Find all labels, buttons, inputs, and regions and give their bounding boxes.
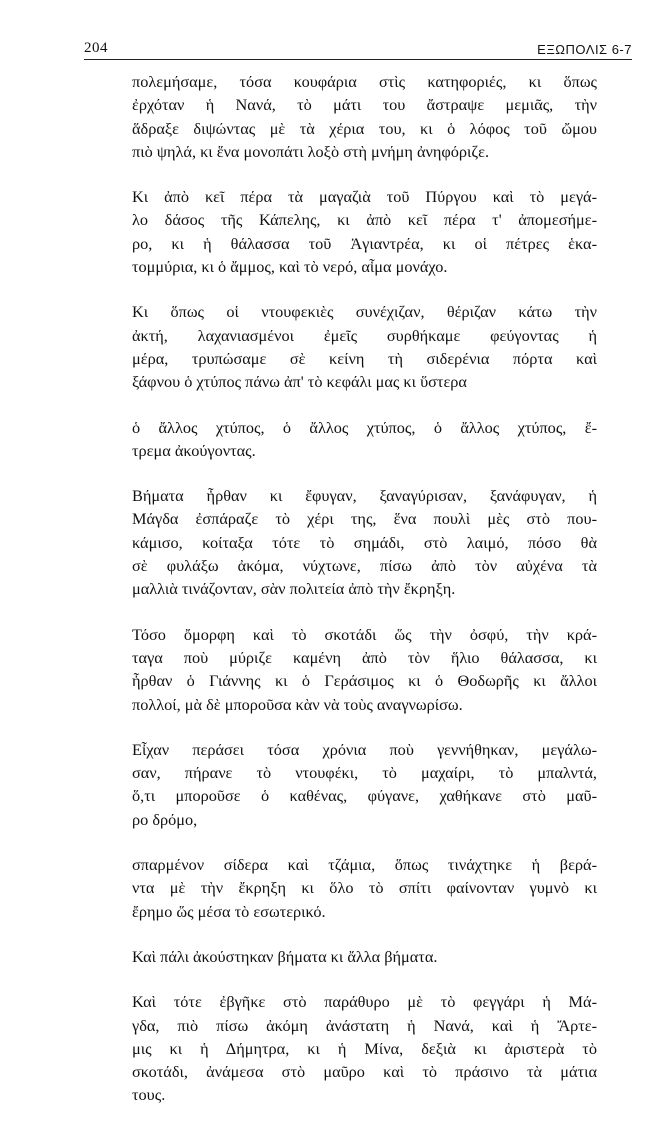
paragraph xyxy=(132,300,597,393)
text-line: σκοτάδι, ἀνάμεσα στὸ μαῦρο καὶ τὸ πράσινο τὰ μάτια xyxy=(132,1062,597,1082)
text-line: σπαρμένον σίδερα καὶ τζάμια, ὅπως τινάχτηκε ἡ βερά- xyxy=(132,855,597,875)
text-line: γδα, πιὸ πίσω ἀκόμη ἀνάστατη ἡ Νανά, καὶ ἡ Ἄρτε- xyxy=(132,1015,597,1035)
text-line: Καὶ πάλι ἀκούστηκαν βήματα κι ἄλλα βήματα. xyxy=(132,946,438,966)
text-line: πολεμήσαμε, τόσα κουφάρια στὶς κατηφοριές, κι ὅπως xyxy=(132,72,597,91)
text-line: πιὸ ψηλά, κι ἕνα μονοπάτι λοξὸ στὴ μνήμη ἀνηφόριζε. xyxy=(132,141,490,161)
paragraph xyxy=(132,416,597,463)
text-line: ταγα ποὺ μύριζε καμένη ἀπὸ τὸν ἥλιο θάλασσα, κι xyxy=(132,647,597,667)
running-title: ΕΞΩΠΟΛΙΣ 6-7 xyxy=(537,42,632,57)
page-header xyxy=(84,38,632,60)
text-line: πολλοί, μὰ δὲ μποροῦσα κὰν νὰ τοὺς αναγνωρίσω. xyxy=(132,694,463,714)
text-line: μέρα, τρυπώσαμε σὲ κείνη τὴ σιδερένια πόρτα καὶ xyxy=(132,348,597,368)
text-line: ντα μὲ τὴν ἔκρηξη κι ὅλο τὸ σπίτι φαίνονταν γυμνὸ κι xyxy=(132,878,597,898)
text-line: κάμισο, κοίταξα τότε τὸ σημάδι, στὸ λαιμό, πόσο θὰ xyxy=(132,532,597,552)
text-line: ἐρχόταν ἡ Νανά, τὸ μάτι του ἄστραψε μεμιᾶς, τὴν xyxy=(132,95,597,115)
text-line: ἅδραξε διψώντας μὲ τὰ χέρια του, κι ὁ λόφος τοῦ ὤμου xyxy=(132,118,597,138)
text-line: μις κι ἡ Δήμητρα, κι ἡ Μίνα, δεξιὰ κι ἀριστερὰ τὸ xyxy=(132,1038,597,1058)
text-line: Βήματα ἦρθαν κι ἔφυγαν, ξαναγύρισαν, ξανάφυγαν, ἡ xyxy=(132,486,597,506)
paragraph xyxy=(132,853,597,923)
text-line: Καὶ τότε ἐβγῆκε στὸ παράθυρο μὲ τὸ φεγγάρι ἡ Μά- xyxy=(132,992,597,1012)
paragraph xyxy=(132,623,597,716)
text-line: Κι ἀπὸ κεῖ πέρα τὰ μαγαζιὰ τοῦ Πύργου καὶ τὸ μεγά- xyxy=(132,187,597,207)
prose-poem-body xyxy=(132,70,597,1129)
text-line: Κι ὅπως οἱ ντουφεκιὲς συνέχιζαν, θέριζαν κάτω τὴν xyxy=(132,302,597,322)
paragraph xyxy=(132,484,597,600)
text-line: λο δάσος τῆς Κάπελης, κι ἀπὸ κεῖ πέρα τ' ἀπομεσήμε- xyxy=(132,210,597,230)
paragraph xyxy=(132,945,597,968)
paragraph xyxy=(132,738,597,831)
text-line: Εἶχαν περάσει τόσα χρόνια ποὺ γεννήθηκαν, μεγάλω- xyxy=(132,739,597,759)
text-line: ξάφνου ὁ χτύπος πάνω ἀπ' τὸ κεφάλι μας κι ὕστερα xyxy=(132,372,467,392)
text-line: Μάγδα ἐσπάραζε τὸ χέρι της, ἕνα πουλὶ μὲς στὸ που- xyxy=(132,509,597,529)
text-line: μαλλιὰ τινάζονταν, σὰν πολιτεία ἀπὸ τὴν ἔκρηξη. xyxy=(132,579,456,599)
text-line: ὁ ἄλλος χτύπος, ὁ ἄλλος χτύπος, ὁ ἄλλος χτύπος, ἔ- xyxy=(132,417,597,437)
text-line: σαν, πήρανε τὸ ντουφέκι, τὸ μαχαίρι, τὸ μπαλντά, xyxy=(132,763,597,783)
text-line: τους. xyxy=(132,1085,166,1105)
text-line: τομμύρια, κι ὁ ἄμμος, καὶ τὸ νερό, αἷμα μονάχο. xyxy=(132,257,448,277)
text-line: τρεμα ἀκούγοντας. xyxy=(132,440,256,460)
text-line: ἀκτή, λαχανιασμένοι ἐμεῖς συρθήκαμε φεύγοντας ἡ xyxy=(132,325,597,345)
text-line: σὲ φυλάξω ἀκόμα, νύχτωνε, πίσω ἀπὸ τὸν αὐχένα τὰ xyxy=(132,556,597,576)
text-line: ρο δρόμο, xyxy=(132,809,198,829)
text-line: ρο, κι ἡ θάλασσα τοῦ Ἀγιαντρέα, κι οἱ πέτρες ἑκα- xyxy=(132,233,597,253)
text-line: Τόσο ὄμορφη καὶ τὸ σκοτάδι ὥς τὴν ὀσφύ, τὴν κρά- xyxy=(132,624,597,644)
text-line: ἦρθαν ὁ Γιάννης κι ὁ Γεράσιμος κι ὁ Θοδωρῆς κι ἄλλοι xyxy=(132,671,597,691)
paragraph xyxy=(132,70,597,163)
page-number: 204 xyxy=(84,40,108,56)
paragraph xyxy=(132,990,597,1106)
text-line: ἔρημο ὥς μέσα τὸ εσωτερικό. xyxy=(132,901,326,921)
paragraph xyxy=(132,185,597,278)
text-line: ὅ,τι μποροῦσε ὁ καθένας, φύγανε, χαθήκανε στὸ μαῦ- xyxy=(132,786,597,806)
